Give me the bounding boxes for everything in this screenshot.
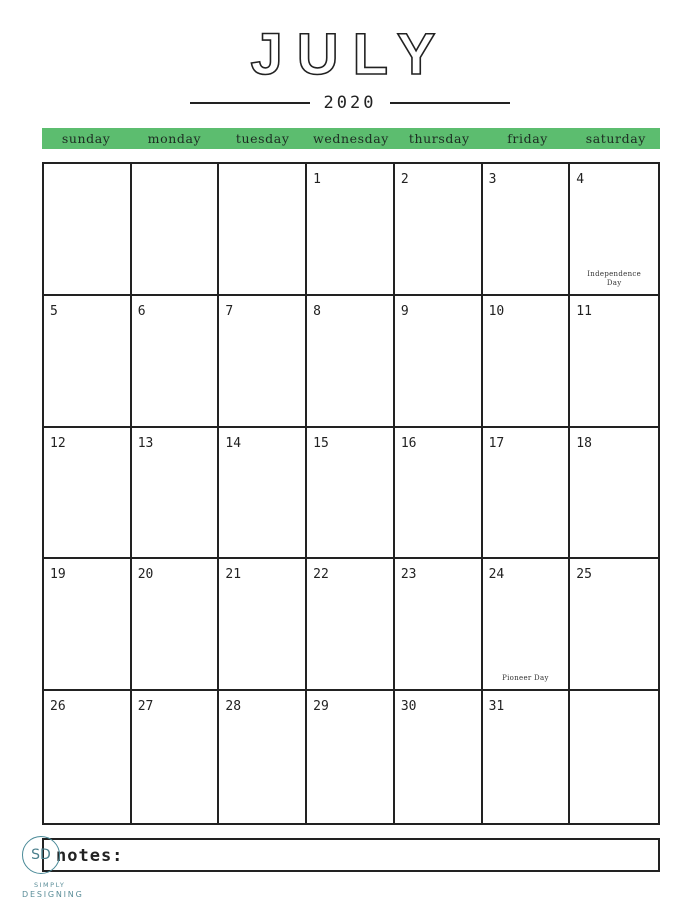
day-cell-2[interactable] (395, 164, 483, 296)
holiday-label: Pioneer Day (502, 674, 549, 683)
day-cell-1[interactable] (307, 164, 395, 296)
notes-label: notes: (56, 846, 124, 866)
day-cell-27[interactable] (132, 691, 220, 823)
day-cell-4[interactable] (570, 164, 658, 296)
day-cell-23[interactable] (395, 559, 483, 691)
day-number: 26 (50, 699, 66, 715)
day-cell-10[interactable] (483, 296, 571, 428)
day-cell-19[interactable] (44, 559, 132, 691)
day-cell-empty[interactable] (570, 691, 658, 823)
day-cell-empty[interactable] (44, 164, 132, 296)
day-cell-7[interactable] (219, 296, 307, 428)
day-cell-25[interactable] (570, 559, 658, 691)
day-cell-22[interactable] (307, 559, 395, 691)
day-number: 14 (225, 435, 242, 451)
year-rule-left (190, 102, 310, 104)
month-title (0, 22, 700, 92)
day-number: 12 (50, 435, 66, 451)
year-rule-right (390, 102, 510, 104)
day-cell-18[interactable] (570, 428, 658, 560)
day-number: 9 (400, 303, 409, 319)
year-row (0, 90, 700, 116)
day-number: 31 (488, 699, 505, 715)
brand-logo (20, 836, 84, 902)
day-cell-12[interactable] (44, 428, 132, 560)
day-number: 29 (313, 699, 329, 715)
day-cell-11[interactable] (570, 296, 658, 428)
calendar-grid (42, 162, 660, 825)
day-cell-empty[interactable] (132, 164, 220, 296)
day-number: 13 (137, 435, 154, 451)
day-number: 27 (137, 699, 154, 715)
day-number: 20 (137, 567, 154, 583)
day-number: 3 (488, 172, 497, 187)
weekday-thursday: thursday (408, 131, 470, 146)
month-name: JULY (250, 22, 450, 82)
day-number: 16 (400, 435, 417, 451)
weekday-saturday: saturday (585, 131, 646, 146)
day-cell-empty[interactable] (219, 164, 307, 296)
day-number: 8 (313, 303, 321, 319)
day-cell-9[interactable] (395, 296, 483, 428)
weekday-wednesday: wednesday (313, 131, 389, 146)
day-number: 18 (576, 435, 592, 451)
weekday-tuesday: tuesday (235, 131, 290, 146)
day-cell-28[interactable] (219, 691, 307, 823)
day-cell-31[interactable] (483, 691, 571, 823)
day-number: 30 (400, 699, 417, 715)
holiday-label: Independence Day (587, 269, 642, 287)
logo-text-line2: DESIGNING (22, 890, 84, 899)
day-number: 6 (137, 303, 146, 319)
day-cell-15[interactable] (307, 428, 395, 560)
weekday-friday: friday (507, 131, 548, 146)
day-number: 23 (400, 567, 417, 583)
year-label: 2020 (323, 93, 377, 113)
day-number: 22 (313, 567, 329, 583)
day-cell-8[interactable] (307, 296, 395, 428)
logo-monogram: SD (31, 847, 51, 863)
day-number: 17 (488, 435, 505, 451)
day-cell-21[interactable] (219, 559, 307, 691)
day-number: 7 (225, 303, 234, 319)
logo-text-line1: SIMPLY (34, 881, 66, 889)
day-cell-3[interactable] (483, 164, 571, 296)
day-number: 21 (225, 567, 242, 583)
day-cell-24[interactable] (483, 559, 571, 691)
day-number: 25 (576, 567, 592, 583)
day-number: 4 (576, 172, 585, 187)
day-cell-26[interactable] (44, 691, 132, 823)
day-number: 15 (313, 435, 329, 451)
day-number: 1 (313, 172, 321, 187)
day-cell-17[interactable] (483, 428, 571, 560)
day-number: 19 (50, 567, 66, 583)
weekday-sunday: sunday (61, 131, 111, 146)
day-cell-14[interactable] (219, 428, 307, 560)
day-cell-30[interactable] (395, 691, 483, 823)
day-cell-13[interactable] (132, 428, 220, 560)
notes-box[interactable] (42, 838, 660, 872)
day-number: 11 (576, 303, 592, 319)
day-number: 5 (50, 303, 58, 319)
day-cell-29[interactable] (307, 691, 395, 823)
day-number: 10 (488, 303, 505, 319)
day-cell-20[interactable] (132, 559, 220, 691)
day-cell-6[interactable] (132, 296, 220, 428)
day-number: 24 (488, 567, 505, 583)
day-number: 28 (225, 699, 242, 715)
day-number: 2 (400, 172, 409, 187)
weekday-header-bar (42, 128, 660, 149)
weekday-monday: monday (147, 131, 202, 146)
day-cell-5[interactable] (44, 296, 132, 428)
day-cell-16[interactable] (395, 428, 483, 560)
